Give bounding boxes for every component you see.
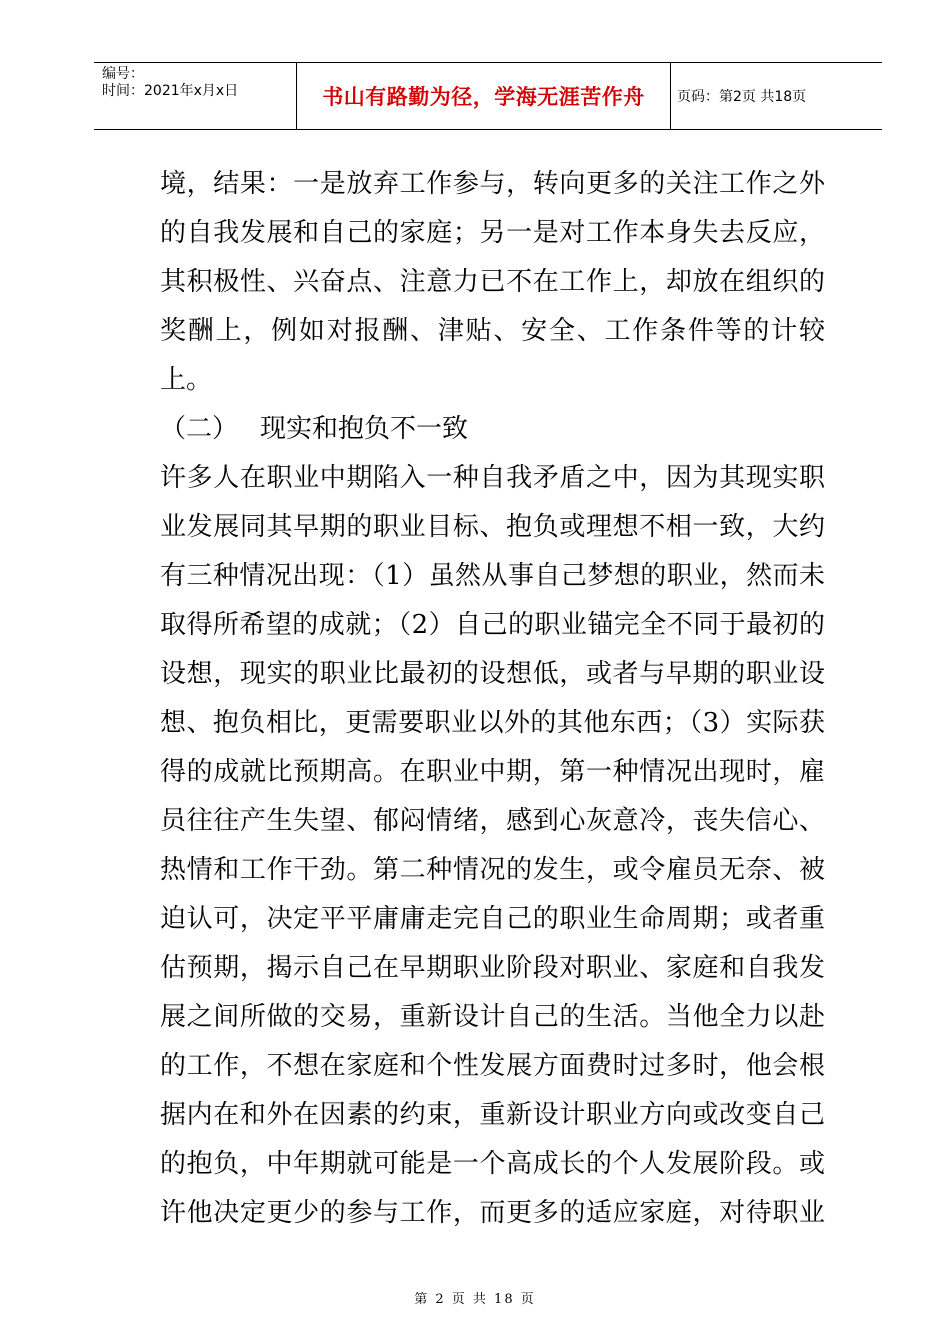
serial-label: 编号： [102, 66, 144, 82]
para-line-text: 热情和工作干劲。第二种情况的发生，或令雇员无奈、被 [160, 855, 825, 885]
para-line-text: 的工作，不想在家庭和个性发展方面费时过多时，他会根 [160, 1051, 825, 1081]
header-motto-cell [296, 63, 671, 129]
para-line [160, 1140, 825, 1189]
body-line-text: 上。 [160, 365, 213, 395]
body-line-text: 其积极性、兴奋点、注意力已不在工作上，却放在组织的 [160, 267, 825, 297]
para-line-text: 员往往产生失望、郁闷情绪，感到心灰意冷，丧失信心、 [160, 806, 825, 836]
subheading-text: 现实和抱负不一致 [260, 414, 469, 444]
para-line-text: 设想，现实的职业比最初的设想低，或者与早期的职业设 [160, 659, 825, 689]
para-line [160, 699, 825, 748]
body-line [160, 356, 825, 405]
para-line [160, 1042, 825, 1091]
body-line [160, 307, 825, 356]
para-line [160, 993, 825, 1042]
para-line-text: 的抱负，中年期就可能是一个高成长的个人发展阶段。或 [160, 1149, 825, 1179]
para-line [160, 944, 825, 993]
para-line [160, 895, 825, 944]
para-line [160, 650, 825, 699]
para-line [160, 454, 825, 503]
subheading-number: （二） [160, 414, 239, 444]
para-line-text: 迫认可，决定平平庸庸走完自己的职业生命周期；或者重 [160, 904, 825, 934]
para-line-text: 估预期，揭示自己在早期职业阶段对职业、家庭和自我发 [160, 953, 825, 983]
para-line-text: 有三种情况出现：（1）虽然从事自己梦想的职业，然而未 [160, 561, 825, 591]
body-line-text: 的自我发展和自己的家庭；另一是对工作本身失去反应， [160, 218, 825, 248]
document-body [160, 160, 825, 1238]
para-line [160, 601, 825, 650]
para-line-text: 得的成就比预期高。在职业中期，第一种情况出现时，雇 [160, 757, 825, 787]
section-subheading [160, 405, 825, 454]
para-line [160, 797, 825, 846]
page-footer: 第 2 页 共 18 页 [414, 1292, 536, 1307]
para-line-text: 展之间所做的交易，重新设计自己的生活。当他全力以赴 [160, 1002, 825, 1032]
para-line [160, 552, 825, 601]
page-header [94, 62, 882, 130]
para-line [160, 503, 825, 552]
header-info-cell [94, 63, 296, 129]
para-line [160, 1091, 825, 1140]
body-line [160, 258, 825, 307]
body-line [160, 160, 825, 209]
body-line-text: 奖酬上，例如对报酬、津贴、安全、工作条件等的计较 [160, 316, 825, 346]
para-line [160, 748, 825, 797]
time-label: 时间：2021年x月x日 [102, 83, 239, 99]
para-line-text: 许他决定更少的参与工作，而更多的适应家庭，对待职业 [160, 1198, 825, 1228]
para-line-text: 取得所希望的成就；（2）自己的职业锚完全不同于最初的 [160, 610, 825, 640]
para-line [160, 846, 825, 895]
header-page-code: 页码：第2页 共18页 [677, 89, 807, 105]
header-page-cell [671, 63, 882, 129]
para-line-text: 许多人在职业中期陷入一种自我矛盾之中，因为其现实职 [160, 463, 825, 493]
para-line [160, 1189, 825, 1238]
body-line-text: 境，结果：一是放弃工作参与，转向更多的关注工作之外 [160, 169, 825, 199]
header-motto: 书山有路勤为径，学海无涯苦作舟 [322, 85, 645, 109]
para-line-text: 想、抱负相比，更需要职业以外的其他东西；（3）实际获 [160, 708, 825, 738]
para-line-text: 业发展同其早期的职业目标、抱负或理想不相一致，大约 [160, 512, 825, 542]
para-line-text: 据内在和外在因素的约束，重新设计职业方向或改变自己 [160, 1100, 825, 1130]
body-line [160, 209, 825, 258]
